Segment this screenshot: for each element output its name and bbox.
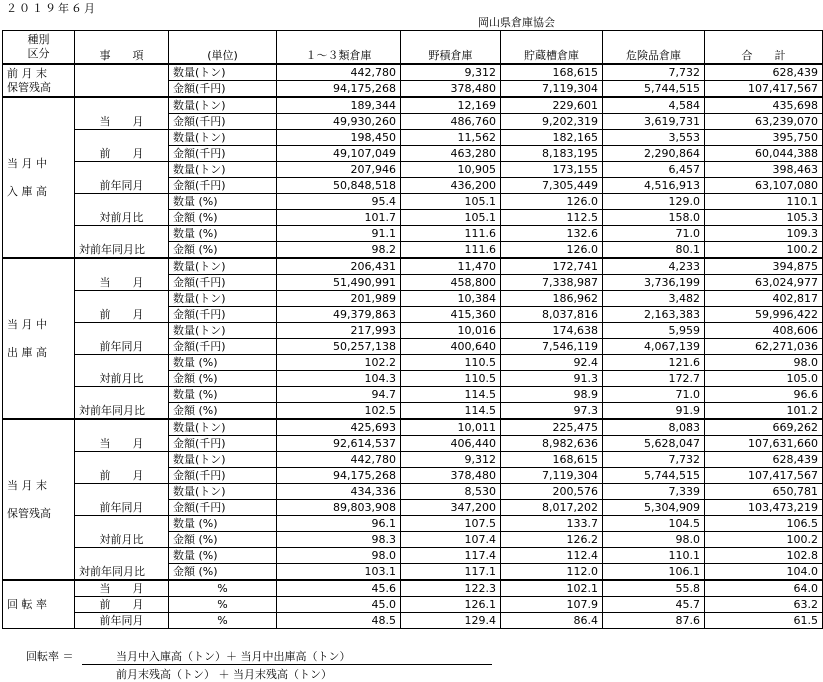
value-cell: 9,202,319 (501, 114, 603, 130)
value-cell: 378,480 (401, 81, 501, 98)
value-cell: 126.1 (401, 597, 501, 613)
value-cell: 4,584 (603, 97, 705, 114)
value-cell: 94.7 (277, 387, 401, 403)
value-cell: 96.6 (705, 387, 823, 403)
value-cell: 55.8 (603, 580, 705, 597)
value-cell: 172.7 (603, 371, 705, 387)
row-sub-label: 当 月 (75, 419, 169, 452)
row-sub-label: 当 月 (75, 258, 169, 291)
unit-cell: 金額 (%) (169, 371, 277, 387)
value-cell: 71.0 (603, 226, 705, 242)
value-cell: 61.5 (705, 613, 823, 629)
row-sub-label: 対前月比 (75, 355, 169, 387)
value-cell: 406,440 (401, 436, 501, 452)
formula-fraction-line (82, 664, 492, 665)
value-cell: 434,336 (277, 484, 401, 500)
row-sub-label: 前年同月 (75, 613, 169, 629)
value-cell: 486,760 (401, 114, 501, 130)
value-cell: 4,067,139 (603, 339, 705, 355)
value-cell: 51,490,991 (277, 275, 401, 291)
value-cell: 628,439 (705, 64, 823, 81)
value-cell: 92.4 (501, 355, 603, 371)
unit-cell: 数量 (%) (169, 355, 277, 371)
unit-cell: 金額 (%) (169, 242, 277, 259)
value-cell: 5,744,515 (603, 468, 705, 484)
warehouse-statistics-table (2, 30, 823, 629)
table-row (3, 97, 823, 114)
unit-cell: 数量 (%) (169, 548, 277, 564)
row-sub-label: 対前年同月比 (75, 548, 169, 581)
unit-cell: 数量 (%) (169, 516, 277, 532)
row-sub-label: 当 月 (75, 97, 169, 130)
unit-cell: 数量(トン) (169, 452, 277, 468)
value-cell: 104.0 (705, 564, 823, 581)
value-cell: 5,628,047 (603, 436, 705, 452)
value-cell: 98.2 (277, 242, 401, 259)
value-cell: 45.6 (277, 580, 401, 597)
row-sub-label: 前 月 (75, 130, 169, 162)
row-sub-label: 当 月 (75, 580, 169, 597)
value-cell: 132.6 (501, 226, 603, 242)
value-cell: 105.3 (705, 210, 823, 226)
value-cell: 109.3 (705, 226, 823, 242)
col-header-kind-text: 種別 区分 (27, 33, 50, 60)
value-cell: 100.2 (705, 242, 823, 259)
value-cell: 378,480 (401, 468, 501, 484)
table-row (3, 452, 823, 468)
value-cell: 95.4 (277, 194, 401, 210)
value-cell: 168,615 (501, 64, 603, 81)
value-cell: 189,344 (277, 97, 401, 114)
unit-cell: 金額(千円) (169, 146, 277, 162)
value-cell: 10,384 (401, 291, 501, 307)
value-cell: 7,732 (603, 64, 705, 81)
value-cell: 101.2 (705, 403, 823, 420)
unit-cell: 金額 (%) (169, 564, 277, 581)
row-group-label: 当 月 末 保管残高 (3, 419, 75, 580)
value-cell: 463,280 (401, 146, 501, 162)
value-cell: 87.6 (603, 613, 705, 629)
table-row (3, 580, 823, 597)
value-cell: 49,930,260 (277, 114, 401, 130)
value-cell: 111.6 (401, 242, 501, 259)
unit-cell: 金額(千円) (169, 307, 277, 323)
value-cell: 71.0 (603, 387, 705, 403)
value-cell: 102.8 (705, 548, 823, 564)
value-cell: 398,463 (705, 162, 823, 178)
value-cell: 111.6 (401, 226, 501, 242)
value-cell: 126.2 (501, 532, 603, 548)
value-cell: 106.5 (705, 516, 823, 532)
value-cell: 650,781 (705, 484, 823, 500)
value-cell: 91.1 (277, 226, 401, 242)
value-cell: 12,169 (401, 97, 501, 114)
unit-cell: 金額 (%) (169, 210, 277, 226)
table-row (3, 226, 823, 242)
value-cell: 8,037,816 (501, 307, 603, 323)
row-sub-label: 前年同月 (75, 323, 169, 355)
value-cell: 105.1 (401, 210, 501, 226)
unit-cell: 金額(千円) (169, 178, 277, 194)
value-cell: 96.1 (277, 516, 401, 532)
value-cell: 174,638 (501, 323, 603, 339)
table-row (3, 291, 823, 307)
value-cell: 7,546,119 (501, 339, 603, 355)
unit-cell: 金額(千円) (169, 339, 277, 355)
value-cell: 8,982,636 (501, 436, 603, 452)
value-cell: 103,473,219 (705, 500, 823, 516)
value-cell: 10,905 (401, 162, 501, 178)
unit-cell: 数量(トン) (169, 291, 277, 307)
value-cell: 59,996,422 (705, 307, 823, 323)
value-cell: 400,640 (401, 339, 501, 355)
organization-name: 岡山県倉庫協会 (478, 16, 555, 29)
row-group-label: 回 転 率 (3, 580, 75, 629)
value-cell: 63.2 (705, 597, 823, 613)
row-group-label: 当 月 中 入 庫 高 (3, 97, 75, 258)
value-cell: 8,017,202 (501, 500, 603, 516)
unit-cell: 数量(トン) (169, 419, 277, 436)
value-cell: 117.1 (401, 564, 501, 581)
value-cell: 347,200 (401, 500, 501, 516)
value-cell: 62,271,036 (705, 339, 823, 355)
value-cell: 11,562 (401, 130, 501, 146)
value-cell: 49,107,049 (277, 146, 401, 162)
unit-cell: 数量(トン) (169, 162, 277, 178)
unit-cell: 金額(千円) (169, 81, 277, 98)
value-cell: 89,803,908 (277, 500, 401, 516)
value-cell: 102.1 (501, 580, 603, 597)
row-sub-label (75, 64, 169, 97)
value-cell: 48.5 (277, 613, 401, 629)
value-cell: 45.0 (277, 597, 401, 613)
value-cell: 9,312 (401, 64, 501, 81)
col-header-total: 合 計 (705, 31, 823, 65)
unit-cell: 数量(トン) (169, 130, 277, 146)
value-cell: 98.9 (501, 387, 603, 403)
value-cell: 107.9 (501, 597, 603, 613)
value-cell: 10,016 (401, 323, 501, 339)
value-cell: 7,119,304 (501, 468, 603, 484)
value-cell: 105.1 (401, 194, 501, 210)
value-cell: 3,482 (603, 291, 705, 307)
unit-cell: 数量 (%) (169, 387, 277, 403)
value-cell: 104.3 (277, 371, 401, 387)
value-cell: 11,470 (401, 258, 501, 275)
value-cell: 91.9 (603, 403, 705, 420)
value-cell: 91.3 (501, 371, 603, 387)
value-cell: 5,959 (603, 323, 705, 339)
value-cell: 110.1 (705, 194, 823, 210)
value-cell: 425,693 (277, 419, 401, 436)
unit-cell: 数量(トン) (169, 484, 277, 500)
value-cell: 106.1 (603, 564, 705, 581)
row-sub-label: 前年同月 (75, 484, 169, 516)
value-cell: 7,339 (603, 484, 705, 500)
col-header-tank-storage: 貯蔵槽倉庫 (501, 31, 603, 65)
value-cell: 206,431 (277, 258, 401, 275)
row-sub-label: 対前月比 (75, 194, 169, 226)
value-cell: 186,962 (501, 291, 603, 307)
unit-cell: 数量(トン) (169, 64, 277, 81)
table-row (3, 323, 823, 339)
value-cell: 394,875 (705, 258, 823, 275)
row-sub-label: 前 月 (75, 452, 169, 484)
value-cell: 225,475 (501, 419, 603, 436)
unit-cell: 数量 (%) (169, 226, 277, 242)
value-cell: 207,946 (277, 162, 401, 178)
value-cell: 101.7 (277, 210, 401, 226)
value-cell: 4,516,913 (603, 178, 705, 194)
value-cell: 103.1 (277, 564, 401, 581)
value-cell: 86.4 (501, 613, 603, 629)
col-header-open-storage: 野積倉庫 (401, 31, 501, 65)
value-cell: 8,083 (603, 419, 705, 436)
value-cell: 64.0 (705, 580, 823, 597)
col-header-unit: (単位) (169, 31, 277, 65)
value-cell: 129.4 (401, 613, 501, 629)
value-cell: 60,044,388 (705, 146, 823, 162)
unit-cell: 金額(千円) (169, 114, 277, 130)
value-cell: 98.3 (277, 532, 401, 548)
value-cell: 98.0 (277, 548, 401, 564)
value-cell: 442,780 (277, 452, 401, 468)
unit-cell: 金額(千円) (169, 468, 277, 484)
table-row (3, 194, 823, 210)
value-cell: 7,119,304 (501, 81, 603, 98)
value-cell: 98.0 (603, 532, 705, 548)
unit-cell: 数量(トン) (169, 258, 277, 275)
value-cell: 5,744,515 (603, 81, 705, 98)
unit-cell: 金額(千円) (169, 436, 277, 452)
value-cell: 5,304,909 (603, 500, 705, 516)
value-cell: 100.2 (705, 532, 823, 548)
col-header-item: 事 項 (75, 31, 169, 65)
table-row (3, 258, 823, 275)
value-cell: 114.5 (401, 403, 501, 420)
value-cell: 112.4 (501, 548, 603, 564)
value-cell: 200,576 (501, 484, 603, 500)
value-cell: 107.4 (401, 532, 501, 548)
value-cell: 94,175,268 (277, 81, 401, 98)
value-cell: 110.5 (401, 371, 501, 387)
unit-cell: % (169, 580, 277, 597)
row-sub-label: 前 月 (75, 291, 169, 323)
report-date: ２０１９年６月 (6, 2, 97, 15)
value-cell: 102.2 (277, 355, 401, 371)
value-cell: 45.7 (603, 597, 705, 613)
row-sub-label: 前 月 (75, 597, 169, 613)
value-cell: 458,800 (401, 275, 501, 291)
table-row (3, 484, 823, 500)
value-cell: 117.4 (401, 548, 501, 564)
table-row (3, 162, 823, 178)
value-cell: 158.0 (603, 210, 705, 226)
table-row (3, 548, 823, 564)
value-cell: 126.0 (501, 194, 603, 210)
value-cell: 2,290,864 (603, 146, 705, 162)
col-header-class1-3: １～３類倉庫 (277, 31, 401, 65)
unit-cell: 数量 (%) (169, 194, 277, 210)
value-cell: 173,155 (501, 162, 603, 178)
value-cell: 4,233 (603, 258, 705, 275)
value-cell: 80.1 (603, 242, 705, 259)
value-cell: 182,165 (501, 130, 603, 146)
row-sub-label: 前年同月 (75, 162, 169, 194)
value-cell: 3,619,731 (603, 114, 705, 130)
table-row (3, 516, 823, 532)
unit-cell: 金額 (%) (169, 532, 277, 548)
header-row (3, 31, 823, 65)
value-cell: 201,989 (277, 291, 401, 307)
value-cell: 122.3 (401, 580, 501, 597)
value-cell: 8,183,195 (501, 146, 603, 162)
value-cell: 133.7 (501, 516, 603, 532)
value-cell: 10,011 (401, 419, 501, 436)
value-cell: 92,614,537 (277, 436, 401, 452)
value-cell: 168,615 (501, 452, 603, 468)
value-cell: 3,736,199 (603, 275, 705, 291)
value-cell: 104.5 (603, 516, 705, 532)
value-cell: 402,817 (705, 291, 823, 307)
value-cell: 107,417,567 (705, 468, 823, 484)
col-header-kind (3, 31, 75, 65)
value-cell: 198,450 (277, 130, 401, 146)
value-cell: 6,457 (603, 162, 705, 178)
value-cell: 7,305,449 (501, 178, 603, 194)
value-cell: 395,750 (705, 130, 823, 146)
value-cell: 436,200 (401, 178, 501, 194)
value-cell: 50,257,138 (277, 339, 401, 355)
table-row (3, 419, 823, 436)
value-cell: 110.5 (401, 355, 501, 371)
value-cell: 114.5 (401, 387, 501, 403)
value-cell: 669,262 (705, 419, 823, 436)
value-cell: 628,439 (705, 452, 823, 468)
formula-numerator: 当月中入庫高（トン）＋ 当月中出庫高（トン） (116, 650, 351, 663)
value-cell: 217,993 (277, 323, 401, 339)
value-cell: 107,631,660 (705, 436, 823, 452)
value-cell: 97.3 (501, 403, 603, 420)
value-cell: 112.0 (501, 564, 603, 581)
unit-cell: 金額(千円) (169, 275, 277, 291)
row-group-label: 前 月 末 保管残高 (3, 64, 75, 97)
value-cell: 94,175,268 (277, 468, 401, 484)
table-row (3, 130, 823, 146)
unit-cell: 金額(千円) (169, 500, 277, 516)
table-row (3, 387, 823, 403)
formula-denominator: 前月末残高（トン） ＋ 当月末残高（トン） (116, 668, 332, 681)
value-cell: 107,417,567 (705, 81, 823, 98)
unit-cell: % (169, 613, 277, 629)
value-cell: 7,732 (603, 452, 705, 468)
row-sub-label: 対前年同月比 (75, 387, 169, 420)
table-row (3, 64, 823, 81)
value-cell: 105.0 (705, 371, 823, 387)
value-cell: 415,360 (401, 307, 501, 323)
unit-cell: 金額 (%) (169, 403, 277, 420)
value-cell: 8,530 (401, 484, 501, 500)
value-cell: 98.0 (705, 355, 823, 371)
value-cell: 63,239,070 (705, 114, 823, 130)
value-cell: 9,312 (401, 452, 501, 468)
row-sub-label: 対前年同月比 (75, 226, 169, 259)
unit-cell: 数量(トン) (169, 97, 277, 114)
value-cell: 2,163,383 (603, 307, 705, 323)
value-cell: 7,338,987 (501, 275, 603, 291)
value-cell: 408,606 (705, 323, 823, 339)
col-header-hazardous: 危険品倉庫 (603, 31, 705, 65)
value-cell: 229,601 (501, 97, 603, 114)
value-cell: 110.1 (603, 548, 705, 564)
table-row (3, 613, 823, 629)
value-cell: 3,553 (603, 130, 705, 146)
value-cell: 442,780 (277, 64, 401, 81)
value-cell: 172,741 (501, 258, 603, 275)
unit-cell: % (169, 597, 277, 613)
value-cell: 435,698 (705, 97, 823, 114)
value-cell: 121.6 (603, 355, 705, 371)
value-cell: 129.0 (603, 194, 705, 210)
value-cell: 126.0 (501, 242, 603, 259)
value-cell: 107.5 (401, 516, 501, 532)
row-group-label: 当 月 中 出 庫 高 (3, 258, 75, 419)
value-cell: 63,024,977 (705, 275, 823, 291)
value-cell: 102.5 (277, 403, 401, 420)
formula-lhs: 回転率 ＝ (26, 650, 74, 663)
value-cell: 49,379,863 (277, 307, 401, 323)
unit-cell: 数量(トン) (169, 323, 277, 339)
value-cell: 112.5 (501, 210, 603, 226)
table-row (3, 597, 823, 613)
value-cell: 63,107,080 (705, 178, 823, 194)
value-cell: 50,848,518 (277, 178, 401, 194)
table-row (3, 355, 823, 371)
row-sub-label: 対前月比 (75, 516, 169, 548)
